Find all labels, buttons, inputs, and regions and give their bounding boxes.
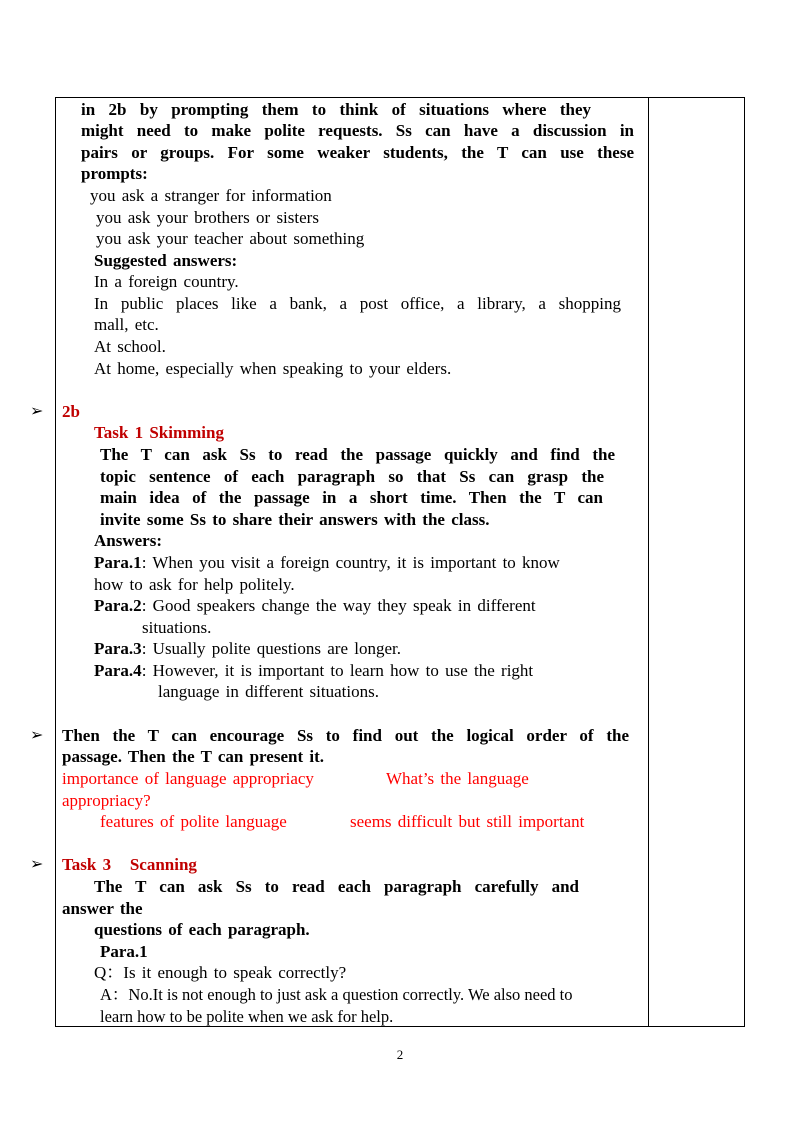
answer-line: In a foreign country.	[94, 272, 239, 291]
bullet-arrow-icon: ➢	[30, 403, 44, 420]
prompt-item: you ask your teacher about something	[96, 229, 365, 248]
answer-line: A：No.It is not enough to just ask a question correctly. We also need to	[100, 985, 573, 1004]
text-line: might need to make polite requests. Ss can have a discussion in	[81, 121, 634, 140]
text-line: main idea of the passage in a short time. Then the T can	[100, 488, 603, 507]
order-item: What’s the language	[386, 769, 529, 788]
order-item: features of polite language	[100, 812, 287, 831]
page-number: 2	[396, 1047, 404, 1062]
prompt-item: you ask your brothers or sisters	[96, 208, 319, 227]
answer-line: In public places like a bank, a post office, a library, a shopping	[94, 294, 621, 313]
answer-line: language in different situations.	[158, 682, 379, 701]
para-label: Para.1	[94, 553, 142, 572]
answer-line	[94, 595, 536, 616]
answer-line: At home, especially when speaking to your elders.	[94, 359, 452, 378]
order-item: importance of language appropriacy	[62, 769, 314, 788]
answer-text: : When you visit a foreign country, it is important to know	[141, 553, 560, 572]
text-line: The T can ask Ss to read the passage quickly and find the	[100, 445, 615, 464]
order-item: appropriacy?	[62, 791, 151, 810]
para-label: Para.3	[94, 639, 142, 658]
text-line: Then the T can encourage Ss to find out the logical order of the	[62, 726, 629, 745]
answer-line	[94, 638, 401, 659]
task-heading: Task 1 Skimming	[94, 423, 224, 442]
para-label: Para.2	[94, 596, 142, 615]
text-line: passage. Then the T can present it.	[62, 747, 325, 766]
answer-line: how to ask for help politely.	[94, 575, 295, 594]
section-heading: Suggested answers:	[94, 251, 238, 270]
answer-line: learn how to be polite when we ask for help.	[100, 1007, 394, 1026]
text-line: invite some Ss to share their answers with the class.	[100, 510, 490, 529]
answer-line	[94, 552, 560, 573]
question-line: Q：Is it enough to speak correctly?	[94, 963, 347, 982]
answer-line: mall, etc.	[94, 315, 159, 334]
prompt-item: you ask a stranger for information	[90, 186, 332, 205]
section-heading: 2b	[62, 402, 80, 421]
text-line: pairs or groups. For some weaker students, the T can use these	[81, 143, 634, 162]
bullet-arrow-icon: ➢	[30, 856, 44, 873]
order-item: seems difficult but still important	[350, 812, 585, 831]
answer-line: At school.	[94, 337, 166, 356]
section-heading: Answers:	[94, 531, 162, 550]
answer-text: : However, it is important to learn how to use the right	[141, 661, 534, 680]
table-column-divider	[648, 97, 649, 1027]
para-label: Para.1	[100, 942, 148, 961]
text-line: topic sentence of each paragraph so that Ss can grasp the	[100, 467, 604, 486]
text-line: The T can ask Ss to read each paragraph carefully and	[94, 877, 579, 896]
answer-text: : Usually polite questions are longer.	[141, 639, 401, 658]
text-line: answer the	[62, 899, 143, 918]
task-heading: Task 3 Scanning	[62, 855, 197, 874]
answer-line	[94, 660, 533, 681]
answer-text: : Good speakers change the way they speak in different	[141, 596, 536, 615]
para-label: Para.4	[94, 661, 142, 680]
bullet-arrow-icon: ➢	[30, 727, 44, 744]
answer-line: situations.	[142, 618, 212, 637]
text-line: in 2b by prompting them to think of situations where they	[81, 100, 591, 119]
text-line: questions of each paragraph.	[94, 920, 310, 939]
text-line: prompts:	[81, 164, 148, 183]
